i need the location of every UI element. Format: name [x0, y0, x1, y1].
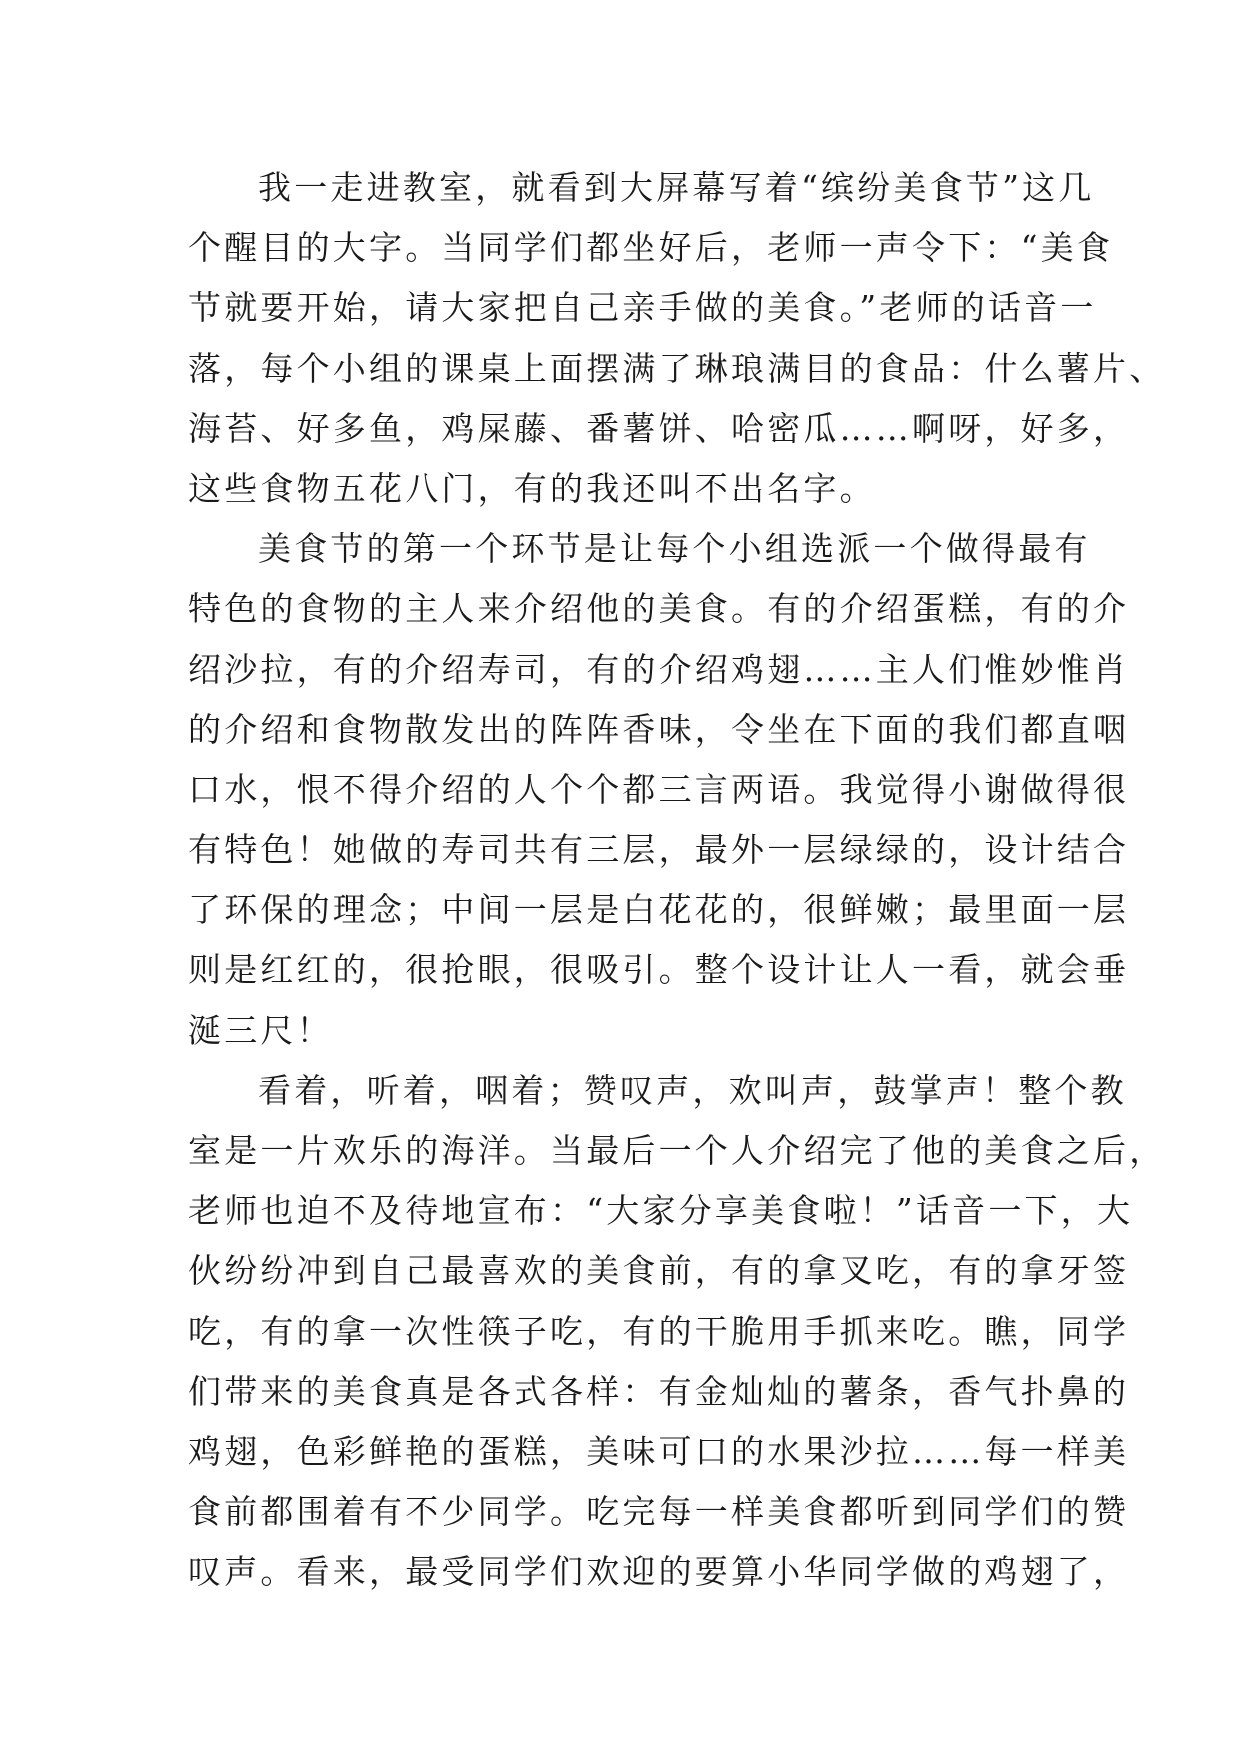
text-line: 个醒目的大字。当同学们都坐好后，老师一声令下：“美食	[188, 228, 1114, 268]
text-line: 有特色！她做的寿司共有三层，最外一层绿绿的，设计结合	[188, 830, 1130, 870]
paragraph-2	[188, 519, 1130, 1061]
text-line: 节就要开始，请大家把自己亲手做的美食。”老师的话音一	[188, 288, 1097, 328]
text-line: 特色的食物的主人来介绍他的美食。有的介绍蛋糕，有的介	[188, 589, 1130, 629]
paragraph-3	[188, 1061, 1166, 1603]
text-line: 落，每个小组的课桌上面摆满了琳琅满目的食品：什么薯片、	[188, 348, 1166, 388]
text-line: 海苔、好多鱼，鸡屎藤、番薯饼、哈密瓜……啊呀，好多，	[188, 408, 1130, 448]
document-body	[188, 158, 1166, 1603]
text-line: 绍沙拉，有的介绍寿司，有的介绍鸡翅……主人们惟妙惟肖	[188, 649, 1130, 689]
text-line: 则是红红的，很抢眼，很吸引。整个设计让人一看，就会垂	[188, 950, 1130, 990]
text-line: 伙纷纷冲到自己最喜欢的美食前，有的拿叉吃，有的拿牙签	[188, 1251, 1130, 1291]
text-line: 涎三尺！	[188, 1010, 333, 1050]
text-line: 老师也迫不及待地宣布：“大家分享美食啦！”话音一下，大	[188, 1191, 1134, 1231]
text-line: 室是一片欢乐的海洋。当最后一个人介绍完了他的美食之后，	[188, 1131, 1166, 1170]
text-line: 看着，听着，咽着；赞叹声，欢叫声，鼓掌声！整个教	[258, 1070, 1127, 1110]
text-line: 了环保的理念；中间一层是白花花的，很鲜嫩；最里面一层	[188, 890, 1130, 930]
text-line: 食前都围着有不少同学。吃完每一样美食都听到同学们的赞	[188, 1492, 1130, 1532]
text-line: 吃，有的拿一次性筷子吃，有的干脆用手抓来吃。瞧，同学	[188, 1311, 1130, 1351]
text-line: 这些食物五花八门，有的我还叫不出名字。	[188, 468, 876, 508]
text-line: 我一走进教室，就看到大屏幕写着“缤纷美食节”这几	[258, 168, 1095, 207]
text-line: 口水，恨不得介绍的人个个都三言两语。我觉得小谢做得很	[188, 769, 1130, 809]
paragraph-1	[188, 158, 1166, 519]
text-line: 叹声。看来，最受同学们欢迎的要算小华同学做的鸡翅了，	[188, 1552, 1130, 1592]
text-line: 们带来的美食真是各式各样：有金灿灿的薯条，香气扑鼻的	[188, 1371, 1130, 1411]
text-line: 美食节的第一个环节是让每个小组选派一个做得最有	[258, 529, 1091, 569]
text-line: 鸡翅，色彩鲜艳的蛋糕，美味可口的水果沙拉……每一样美	[188, 1431, 1130, 1471]
text-line: 的介绍和食物散发出的阵阵香味，令坐在下面的我们都直咽	[188, 709, 1130, 749]
